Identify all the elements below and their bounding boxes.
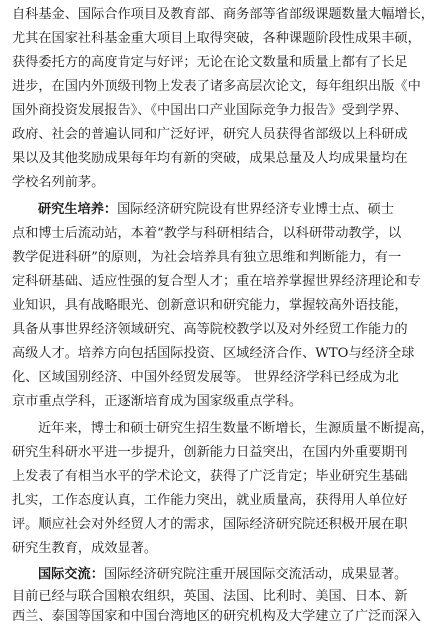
text-line [0,564,442,586]
text-line: 点和博士后流动站，本着“教学与科研相结合，以科研带动教学，以 [12,226,402,241]
text-span: 国际经济研究院注重开展国际交流活动，成果显著。 [103,567,408,582]
text-line [0,199,442,221]
text-line: 政府、社会的普遍认同和广泛好评，研究人员获得省部级以上科研成 [12,127,408,142]
text-line: 评。顺应社会对外经贸人才的需求，国际经济研究院还积极开展在职 [12,517,408,532]
text-span: 国际经济研究院设有世界经济专业博士点、硕士 [117,202,395,217]
text-line: 果以及其他奖励成果每年均有新的突破，成果总量及人均成果量均在 [12,151,408,166]
text-line: 研究生教育，成效显著。 [12,541,158,556]
text-line: 定科研基础、适应性强的复合型人才；重在培养掌握世界经济理论和专 [12,274,421,289]
text-line: 获得委托方的高度肯定与好评；无论在论文数量和质量上都有了长足 [12,55,408,70]
section-heading-international-exchange: 国际交流： [38,567,104,582]
text-line: 近年来，博士和硕士研究生招生数量不断增长，生源质量不断提高， [38,421,434,436]
text-line: 学校名列前茅。 [12,175,105,190]
text-line: 京市重点学科，正逐渐培育成为国家级重点学科。 [12,394,303,409]
text-line: 自科基金、国际合作项目及教育部、商务部等省部级课题数量大幅增长， [12,7,434,22]
text-line: 具备从事世界经济领域研究、高等院校教学以及对外经贸工作能力的 [12,322,408,337]
text-line: 西兰、泰国等国家和中国台湾地区的研究机构及大学建立了广泛而深入 [12,609,421,624]
text-line: 扎实，工作态度认真，工作能力突出，就业质量高，获得用人单位好 [12,493,408,508]
text-line: 尤其在国家社科基金重大项目上取得突破，各种课题阶段性成果丰硕， [12,31,421,46]
text-line: 国外商投资发展报告》、《中国出口产业国际竞争力报告》受到学界、 [12,103,408,118]
text-line: 上发表了有相当水平的学术论文，获得了广泛肯定；毕业研究生基础 [12,469,408,484]
text-line: 业知识，具有战略眼光、创新意识和研究能力，掌握较高外语技能， [12,298,408,313]
text-line: 目前已经与联合国粮农组织，英国、法国、比利时、美国、日本、新 [12,589,408,604]
text-line: 研究生科研水平进一步提升，创新能力日益突出，在国内外重要期刊 [12,445,408,460]
text-line: 教学促进科研”的原则，为社会培养具有独立思维和判断能力，有一 [12,250,402,265]
section-heading-graduate-training: 研究生培养： [38,202,118,217]
text-line: 化、区域国别经济、中国外经贸发展等。 世界经济学科已经成为北 [12,370,399,385]
text-line: 进步，在国内外顶级刊物上发表了诸多高层次论文，每年组织出版《中 [12,79,421,94]
text-line: 高级人才。培养方向包括国际投资、区域经济合作、WTO与经济全球 [12,346,415,361]
